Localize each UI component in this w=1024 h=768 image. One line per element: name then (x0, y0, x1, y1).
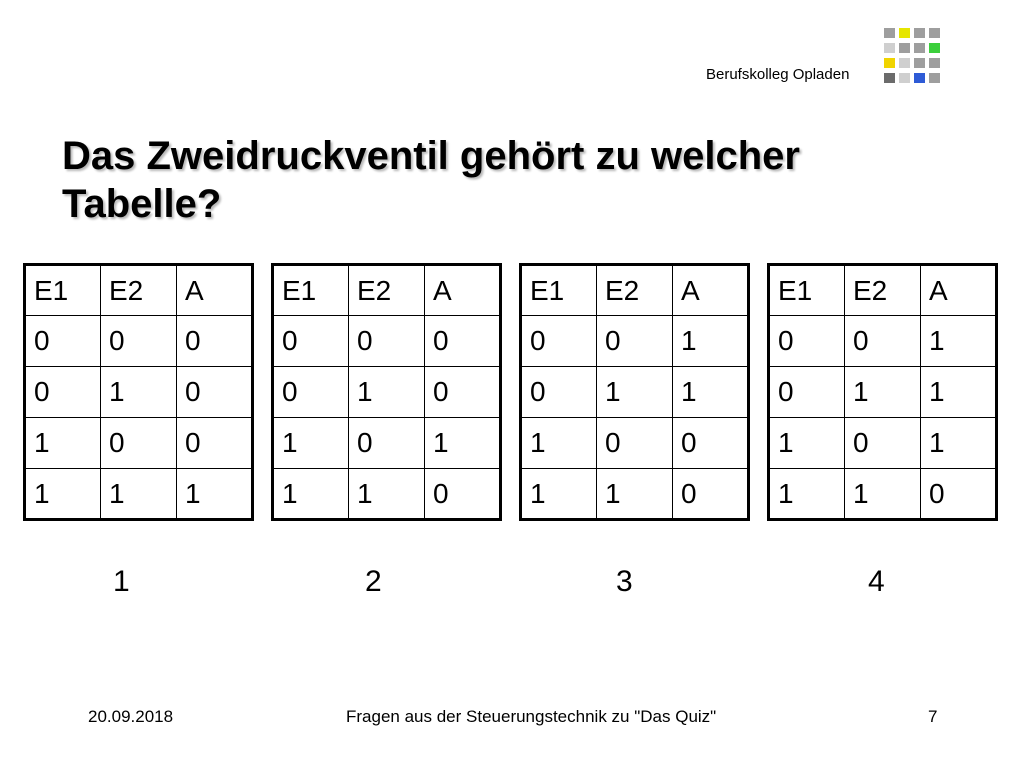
table-cell: E1 (25, 265, 101, 316)
table-cell: E1 (273, 265, 349, 316)
logo-square (929, 28, 940, 38)
logo-square (914, 28, 925, 38)
table-cell: 1 (425, 418, 501, 469)
table-cell: E2 (597, 265, 673, 316)
table-row (25, 367, 253, 418)
table-number-4: 4 (868, 565, 885, 598)
table-row (769, 469, 997, 520)
table-number-3: 3 (616, 565, 633, 598)
table-cell: 1 (769, 469, 845, 520)
table-cell: 0 (273, 367, 349, 418)
table-cell: 1 (177, 469, 253, 520)
table-header-row (769, 265, 997, 316)
table-cell: A (177, 265, 253, 316)
table-cell: 1 (673, 316, 749, 367)
logo-square (884, 58, 895, 68)
table-cell: 1 (273, 469, 349, 520)
table-cell: 0 (425, 469, 501, 520)
table-row (769, 367, 997, 418)
footer-date: 20.09.2018 (88, 707, 174, 726)
table-cell: 0 (521, 367, 597, 418)
table-row (25, 469, 253, 520)
table-cell: 0 (597, 418, 673, 469)
table-cell: 0 (101, 418, 177, 469)
table-cell: 1 (521, 418, 597, 469)
table-cell: 1 (769, 418, 845, 469)
table-cell: 1 (25, 418, 101, 469)
table-row (521, 316, 749, 367)
logo-square (914, 43, 925, 53)
logo-square (914, 58, 925, 68)
table-cell: 1 (101, 367, 177, 418)
table-cell: A (425, 265, 501, 316)
logo-square (899, 58, 910, 68)
truth-table-1 (23, 263, 254, 521)
table-cell: 1 (597, 367, 673, 418)
footer-caption: Fragen aus der Steuerungstechnik zu "Das Quiz" (346, 707, 717, 726)
table-cell: 0 (845, 418, 921, 469)
table-cell: 0 (25, 367, 101, 418)
grid-logo-icon (884, 28, 940, 84)
table-cell: 1 (845, 469, 921, 520)
footer-page-number: 7 (928, 707, 938, 726)
table-cell: 1 (521, 469, 597, 520)
table-cell: 0 (425, 367, 501, 418)
table-cell: 0 (673, 418, 749, 469)
logo-square (899, 73, 910, 83)
table-cell: 0 (425, 316, 501, 367)
table-cell: 0 (921, 469, 997, 520)
table-row (521, 418, 749, 469)
table-cell: 1 (921, 418, 997, 469)
logo-square (899, 28, 910, 38)
logo-square (929, 73, 940, 83)
logo-square (899, 43, 910, 53)
table-number-2: 2 (365, 565, 382, 598)
table-row (769, 316, 997, 367)
table-cell: 0 (349, 316, 425, 367)
table-cell: 1 (25, 469, 101, 520)
truth-table-4 (767, 263, 998, 521)
table-number-1: 1 (113, 565, 130, 598)
truth-table-3 (519, 263, 750, 521)
table-cell: 1 (349, 367, 425, 418)
table-cell: 1 (845, 367, 921, 418)
table-cell: 1 (597, 469, 673, 520)
table-cell: 1 (921, 367, 997, 418)
table-cell: 1 (273, 418, 349, 469)
table-row (25, 316, 253, 367)
organization-name: Berufskolleg Opladen (706, 66, 850, 83)
table-cell: 0 (769, 367, 845, 418)
table-cell: E1 (769, 265, 845, 316)
table-cell: 0 (349, 418, 425, 469)
table-cell: 0 (769, 316, 845, 367)
logo-square (884, 73, 895, 83)
table-header-row (521, 265, 749, 316)
table-cell: E2 (349, 265, 425, 316)
table-cell: 0 (521, 316, 597, 367)
slide-title: Das Zweidruckventil gehört zu welcher Tabelle? (62, 134, 800, 226)
table-cell: 0 (177, 418, 253, 469)
table-cell: 0 (597, 316, 673, 367)
table-cell: E1 (521, 265, 597, 316)
table-cell: 1 (673, 367, 749, 418)
truth-table-2 (271, 263, 502, 521)
table-cell: E2 (845, 265, 921, 316)
table-row (273, 469, 501, 520)
logo-square (914, 73, 925, 83)
table-header-row (25, 265, 253, 316)
table-row (273, 316, 501, 367)
table-cell: 0 (845, 316, 921, 367)
table-cell: 0 (177, 316, 253, 367)
table-row (521, 469, 749, 520)
table-cell: 1 (349, 469, 425, 520)
logo-square (884, 43, 895, 53)
logo-square (929, 58, 940, 68)
table-cell: 0 (273, 316, 349, 367)
logo-square (884, 28, 895, 38)
table-row (25, 418, 253, 469)
table-cell: 0 (101, 316, 177, 367)
table-row (273, 367, 501, 418)
logo-square (929, 43, 940, 53)
table-cell: A (673, 265, 749, 316)
table-row (273, 418, 501, 469)
table-cell: A (921, 265, 997, 316)
table-cell: 0 (673, 469, 749, 520)
table-cell: 1 (921, 316, 997, 367)
table-cell: 0 (177, 367, 253, 418)
table-cell: E2 (101, 265, 177, 316)
table-row (769, 418, 997, 469)
table-row (521, 367, 749, 418)
table-header-row (273, 265, 501, 316)
table-cell: 1 (101, 469, 177, 520)
table-cell: 0 (25, 316, 101, 367)
